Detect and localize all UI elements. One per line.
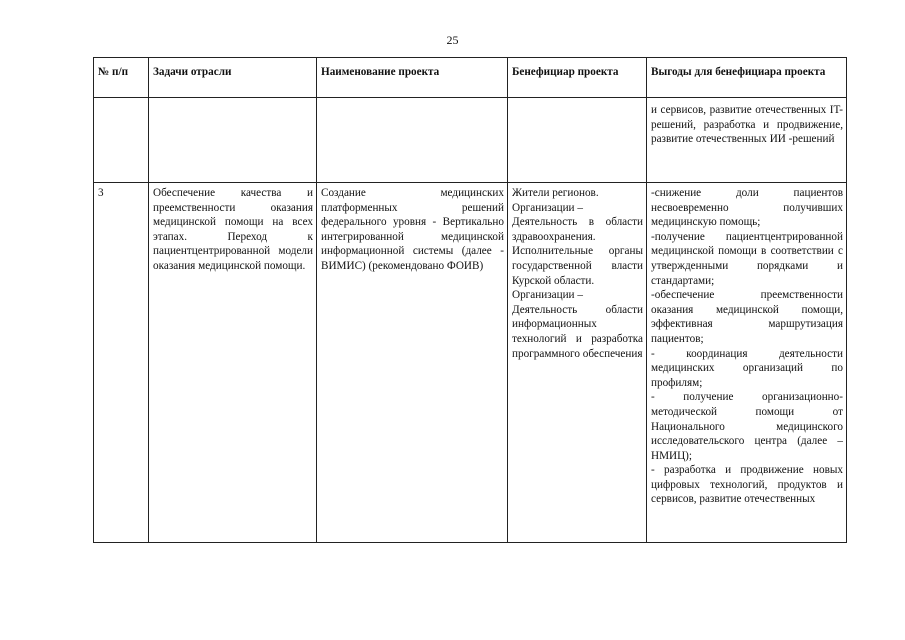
table-header-row: [94, 58, 847, 98]
cell-benefits: и сервисов, развитие отечественных IT-решений, разработка и продвижение, развитие отечественных ИИ -решений: [647, 98, 847, 183]
header-project-name: Наименование проекта: [317, 58, 508, 98]
benefit-line: - получение организационно-методической помощи от Национального медицинского исследовательского центра (далее – НМИЦ);: [651, 391, 843, 462]
table-row: [94, 98, 847, 183]
header-beneficiary: Бенефициар проекта: [508, 58, 647, 98]
beneficiary-line: Исполнительные органы государственной власти Курской области.: [512, 245, 643, 287]
cell-project: [317, 98, 508, 183]
table-row: [94, 183, 847, 543]
beneficiary-line: Организации –: [512, 201, 583, 214]
beneficiary-line: Жители регионов.: [512, 187, 599, 199]
cell-task: Обеспечение качества и преемственности оказания медицинской помощи на всех этапах. Переход к пациентцентрированной модели оказания медицинской помощи.: [149, 183, 317, 543]
benefit-line: -снижение доли пациентов несвоевременно получивших медицинскую помощь;: [651, 187, 843, 229]
benefit-line: - разработка и продвижение новых цифровых технологий, продуктов и сервисов, развитие отечественных: [651, 464, 843, 506]
cell-project: Создание медицинских платформенных решений федерального уровня - Вертикально интегрированной медицинской информационной системы (далее - ВИМИС) (рекомендовано ФОИВ): [317, 183, 508, 543]
beneficiary-line: Деятельность в области здравоохранения.: [512, 216, 643, 243]
header-num: № п/п: [94, 58, 149, 98]
projects-table: [93, 57, 847, 543]
cell-beneficiary: [508, 183, 647, 543]
cell-num: [94, 98, 149, 183]
benefit-line: -получение пациентцентрированной медицинской помощи в соответствии с утвержденными порядками и стандартами;: [651, 230, 843, 287]
cell-task: [149, 98, 317, 183]
header-benefits: Выгоды для бенефициара проекта: [647, 58, 847, 98]
beneficiary-line: Организации –: [512, 289, 583, 302]
beneficiary-line: Деятельность области информационных технологий и разработка программного обеспечения: [512, 303, 643, 360]
cell-num: 3: [94, 183, 149, 543]
benefit-line: - координация деятельности медицинских организаций по профилям;: [651, 347, 843, 389]
cell-benefits: [647, 183, 847, 543]
page-number: 25: [446, 33, 459, 47]
header-tasks: Задачи отрасли: [149, 58, 317, 98]
cell-beneficiary: [508, 98, 647, 183]
benefit-line: -обеспечение преемственности оказания медицинской помощи, эффективная маршрутизация пациентов;: [651, 289, 843, 345]
